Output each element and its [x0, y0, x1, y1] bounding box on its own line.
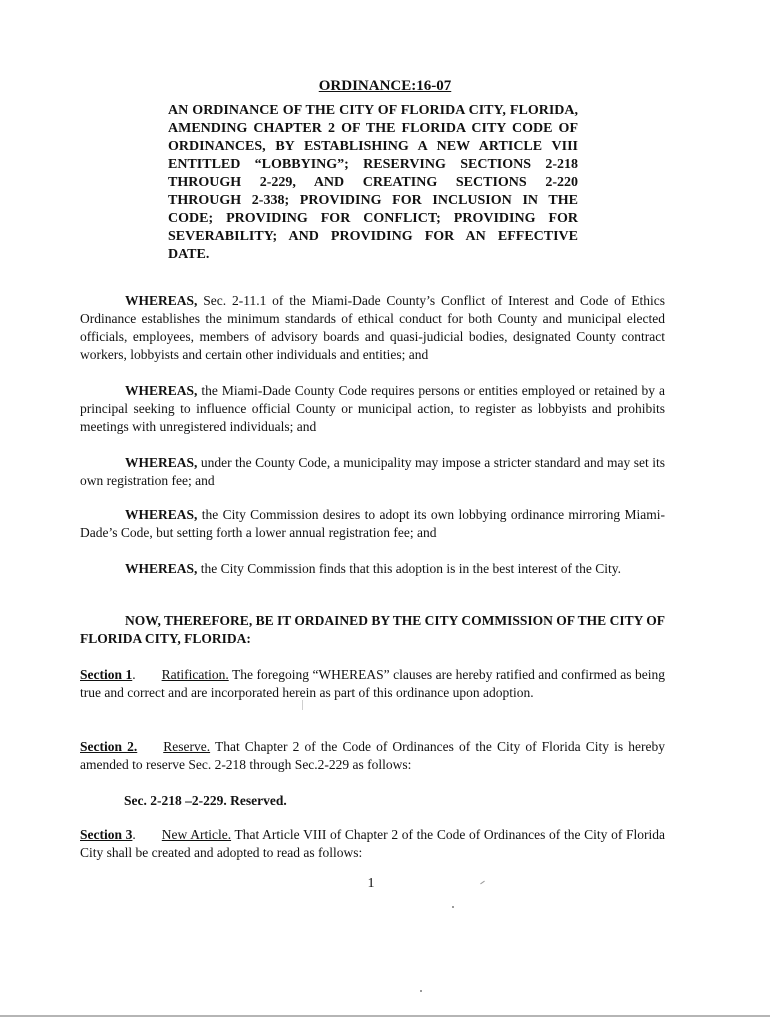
whereas-text: the City Commission desires to adopt its own lobbying ordinance mirroring Miami-Dade’s Code, but setting forth a lower annual registration fee; and	[80, 507, 665, 540]
scan-speck	[452, 906, 454, 908]
page-number: 1	[367, 876, 375, 891]
section-2	[80, 738, 665, 774]
whereas-lead: WHEREAS,	[125, 383, 198, 398]
scan-edge-line	[0, 1015, 770, 1017]
whereas-text: the City Commission finds that this adoption is in the best interest of the City.	[197, 561, 622, 576]
whereas-text: the Miami-Dade County Code requires persons or entities employed or retained by a principal seeking to influence official County or municipal action, to register as lobbyists and prohibits meetings with unregistered individuals; and	[80, 383, 665, 434]
whereas-text: under the County Code, a municipality may impose a stricter standard and may set its own registration fee; and	[80, 455, 665, 488]
ordinance-title: AN ORDINANCE OF THE CITY OF FLORIDA CITY, FLORIDA, AMENDING CHAPTER 2 OF THE FLORIDA CITY CODE OF ORDINANCES, BY ESTABLISHING A NEW ARTICLE VIII ENTITLED “LOBBYING”; RESERVING SECTIONS 2-218 THROUGH 2-229, AND CREATING SECTIONS 2-220 THROUGH 2-338; PROVIDING FOR INCLUSION IN THE CODE; PROVIDING FOR CONFLICT; PROVIDING FOR SEVERABILITY; AND PROVIDING FOR AN EFFECTIVE DATE.	[168, 103, 578, 262]
section-heading: Ratification.	[161, 667, 229, 682]
whereas-paragraph-3	[80, 454, 665, 490]
whereas-lead: WHEREAS,	[125, 507, 198, 522]
whereas-paragraph-5	[80, 560, 665, 578]
whereas-lead: WHEREAS,	[125, 293, 198, 308]
section-text: The foregoing “WHEREAS” clauses are hereby ratified and confirmed as being true and correct and are incorporated herein as part of this ordinance upon adoption.	[80, 667, 665, 700]
section-label-punct: .	[132, 827, 136, 842]
section-text: That Chapter 2 of the Code of Ordinances of the City of Florida City is hereby amended to reserve Sec. 2-218 through Sec.2-229 as follows:	[80, 739, 665, 772]
section-label: Section 1	[80, 667, 133, 682]
section-heading: New Article.	[161, 827, 232, 842]
section-text: That Article VIII of Chapter 2 of the Code of Ordinances of the City of Florida City shall be created and adopted to read as follows:	[80, 827, 665, 860]
whereas-paragraph-1	[80, 292, 665, 364]
section-heading: Reserve.	[163, 739, 211, 754]
whereas-text: Sec. 2-11.1 of the Miami-Dade County’s Conflict of Interest and Code of Ethics Ordinance establishes the minimum standards of ethical conduct for both County and municipal elected officials, employees, members of advisory boards and quasi-judicial bodies, designated County contract workers, lobbyists and certain other individuals and entities; and	[80, 293, 665, 362]
section-label-punct: .	[132, 667, 136, 682]
scan-speck	[420, 990, 422, 992]
section-1	[80, 666, 665, 702]
scan-speck	[302, 700, 303, 710]
whereas-lead: WHEREAS,	[125, 455, 198, 470]
section-3	[80, 826, 665, 862]
section-label: Section 3	[80, 827, 133, 842]
whereas-lead: WHEREAS,	[125, 561, 198, 576]
ordinance-number: ORDINANCE:16-07	[318, 78, 452, 94]
whereas-paragraph-4	[80, 506, 665, 542]
whereas-paragraph-2	[80, 382, 665, 436]
ordained-clause: NOW, THEREFORE, BE IT ORDAINED BY THE CITY COMMISSION OF THE CITY OF FLORIDA CITY, FLORIDA:	[80, 613, 665, 646]
section-label: Section 2.	[80, 739, 138, 754]
reserved-sections-line: Sec. 2-218 –2-229. Reserved.	[124, 793, 287, 808]
